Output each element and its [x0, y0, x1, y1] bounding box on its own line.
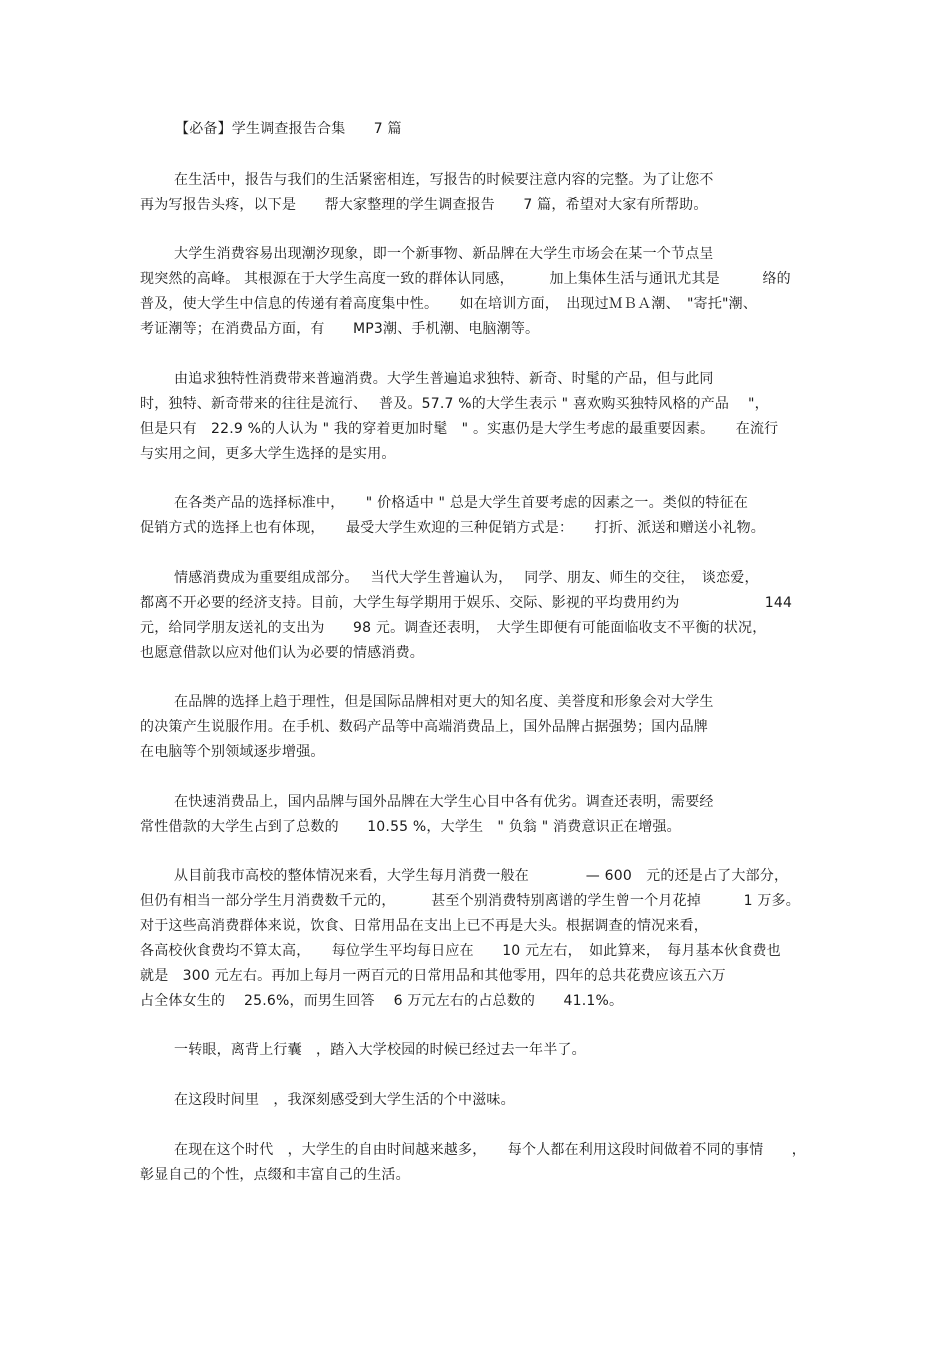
paragraph-line: 但仍有相当一部分学生月消费数千元的， 甚至个别消费特别离谱的学生曾一个月花掉 1 万多。 — [140, 893, 800, 909]
paragraph-line: 的决策产生说服作用。在手机、数码产品等中高端消费品上，国外品牌占据强势；国内品牌 — [140, 719, 708, 735]
paragraph-line: 现突然的高峰。 其根源在于大学生高度一致的群体认同感， 加上集体生活与通讯尤其是 络的 — [140, 271, 791, 287]
paragraph-line: 一转眼，离背上行囊 ，踏入大学校园的时候已经过去一年半了。 — [174, 1042, 586, 1058]
paragraph-line: 但是只有 22.9 %的人认为 " 我的穿着更加时髦 " 。实惠仍是大学生考虑的最重要因素。 在流行 — [140, 421, 779, 437]
paragraph-line: 在生活中，报告与我们的生活紧密相连，写报告的时候要注意内容的完整。为了让您不 — [174, 172, 714, 188]
paragraph-line: 在电脑等个别领域逐步增强。 — [140, 744, 325, 760]
paragraph-line: 大学生消费容易出现潮汐现象，即一个新事物、新品牌在大学生市场会在某一个节点呈 — [174, 246, 714, 262]
paragraph-line: 常性借款的大学生占到了总数的 10.55 %，大学生 " 负翁 " 消费意识正在增强。 — [140, 819, 681, 835]
paragraph-line: 都离不开必要的经济支持。目前，大学生每学期用于娱乐、交际、影视的平均费用约为 144 — [140, 595, 793, 611]
paragraph-line: 由追求独特性消费带来普遍消费。大学生普遍追求独特、新奇、时髦的产品，但与此同 — [174, 371, 714, 387]
paragraph-line: 彰显自己的个性，点缀和丰富自己的生活。 — [140, 1167, 410, 1183]
paragraph-line: 也愿意借款以应对他们认为必要的情感消费。 — [140, 645, 424, 661]
paragraph-line: 就是 300 元左右。再加上每月一两百元的日常用品和其他零用，四年的总共花费应该五六万 — [140, 968, 726, 984]
paragraph-line: 从目前我市高校的整体情况来看，大学生每月消费一般在 — 600 元的还是占了大部分， — [174, 868, 789, 884]
paragraph-line: 占全体女生的 25.6%，而男生回答 6 万元左右的占总数的 41.1%。 — [140, 993, 624, 1009]
paragraph-line: 各高校伙食费均不算太高， 每位学生平均每日应在 10 元左右， 如此算来， 每月基本伙食费也 — [140, 943, 781, 959]
paragraph-line: 情感消费成为重要组成部分。 当代大学生普遍认为， 同学、朋友、师生的交往， 谈恋爱， — [174, 570, 759, 586]
paragraph-line: 在这段时间里 ，我深刻感受到大学生活的个中滋味。 — [174, 1092, 515, 1108]
paragraph-line: 在品牌的选择上趋于理性，但是国际品牌相对更大的知名度、美誉度和形象会对大学生 — [174, 694, 714, 710]
paragraph-line: 在快速消费品上，国内品牌与国外品牌在大学生心目中各有优劣。调查还表明，需要经 — [174, 794, 714, 810]
paragraph-line: 元，给同学朋友送礼的支出为 98 元。调查还表明， 大学生即便有可能面临收支不平衡的状况， — [140, 620, 767, 636]
paragraph-line: 普及，使大学生中信息的传递有着高度集中性。 如在培训方面， 出现过ＭＢＡ潮、 "寄托"潮、 — [140, 296, 758, 312]
paragraph-line: 在各类产品的选择标准中， " 价格适中 " 总是大学生首要考虑的因素之一。类似的特征在 — [174, 495, 749, 511]
paragraph-line: 与实用之间，更多大学生选择的是实用。 — [140, 446, 396, 462]
paragraph-line: 再为写报告头疼，以下是 帮大家整理的学生调查报告 7 篇，希望对大家有所帮助。 — [140, 197, 708, 213]
paragraph-line: 在现在这个时代 ，大学生的自由时间越来越多， 每个人都在利用这段时间做着不同的事情 ， — [174, 1142, 806, 1158]
paragraph-line: 时，独特、新奇带来的往往是流行、 普及。57.7 %的大学生表示 " 喜欢购买独特风格的产品 "， — [140, 396, 769, 412]
paragraph-line: 考证潮等；在消费品方面，有 MP3潮、手机潮、电脑潮等。 — [140, 321, 540, 337]
paragraph-line: 促销方式的选择上也有体现， 最受大学生欢迎的三种促销方式是： 打折、派送和赠送小礼物。 — [140, 520, 765, 536]
document-title: 【必备】学生调查报告合集 7 篇 — [175, 121, 402, 137]
paragraph-line: 对于这些高消费群体来说，饮食、日常用品在支出上已不再是大头。根据调查的情况来看， — [140, 918, 708, 934]
